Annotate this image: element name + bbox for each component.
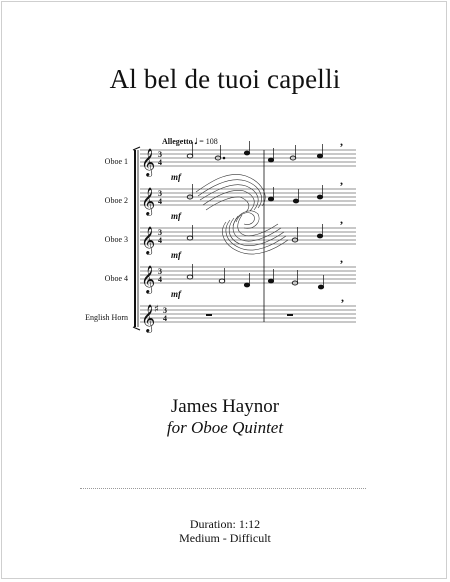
half-note-glyph: 𝅗𝅥 [194, 137, 198, 146]
dynamic-mf-oboe-4: mf [171, 289, 181, 299]
difficulty-text: Medium - Difficult [179, 531, 271, 545]
tempo-value: = 108 [199, 137, 218, 146]
composer-name: James Haynor [170, 396, 280, 417]
duration-text: Duration: 1:12 [189, 517, 261, 531]
breath-mark-icon: , [340, 173, 343, 187]
dynamic-mf-oboe-2: mf [171, 211, 181, 221]
time-signature-top: 3 [158, 150, 162, 159]
instrument-label-oboe-3: Oboe 3 [104, 235, 128, 244]
time-signature-bottom: 4 [158, 158, 162, 167]
time-signature-top: 3 [158, 228, 162, 237]
ensemble-subtitle: for Oboe Quintet [166, 418, 284, 437]
system-bracket [133, 147, 140, 330]
time-signature-top: 3 [163, 306, 167, 315]
breath-mark-icon: , [341, 290, 344, 304]
dynamic-mf-oboe-1: mf [171, 172, 181, 182]
time-signature-bottom: 4 [158, 197, 162, 206]
breath-mark-icon: , [340, 134, 343, 148]
staff-english-horn [140, 306, 356, 322]
notes-oboe-3 [187, 224, 322, 242]
treble-clef-icon: 𝄞 [141, 265, 156, 293]
notes-oboe-4 [187, 264, 323, 289]
dynamic-mf-oboe-3: mf [171, 250, 181, 260]
treble-clef-icon: 𝄞 [141, 226, 156, 254]
treble-clef-icon: 𝄞 [141, 148, 156, 176]
notes-oboe-1 [187, 141, 322, 162]
time-signature-bottom: 4 [158, 275, 162, 284]
tempo-word: Allegetto [162, 137, 193, 146]
piece-title: Al bel de tuoi capelli [109, 64, 341, 94]
sharp-key-signature-icon: ♯ [154, 304, 159, 315]
treble-clef-icon: 𝄞 [141, 187, 156, 215]
breath-mark-icon: , [340, 251, 343, 265]
breath-mark-icon: , [340, 212, 343, 226]
time-signature-bottom: 4 [158, 236, 162, 245]
instrument-label-oboe-1: Oboe 1 [104, 157, 128, 166]
swirl-artwork-icon [196, 174, 288, 254]
instrument-label-english-horn: English Horn [85, 313, 128, 322]
instrument-label-oboe-2: Oboe 2 [104, 196, 128, 205]
time-signature-bottom: 4 [163, 314, 167, 323]
time-signature-top: 3 [158, 267, 162, 276]
time-signature-top: 3 [158, 189, 162, 198]
dotted-divider [80, 488, 366, 489]
instrument-label-oboe-4: Oboe 4 [104, 274, 128, 283]
notes-oboe-2 [187, 184, 322, 203]
treble-clef-icon: 𝄞 [141, 304, 156, 332]
